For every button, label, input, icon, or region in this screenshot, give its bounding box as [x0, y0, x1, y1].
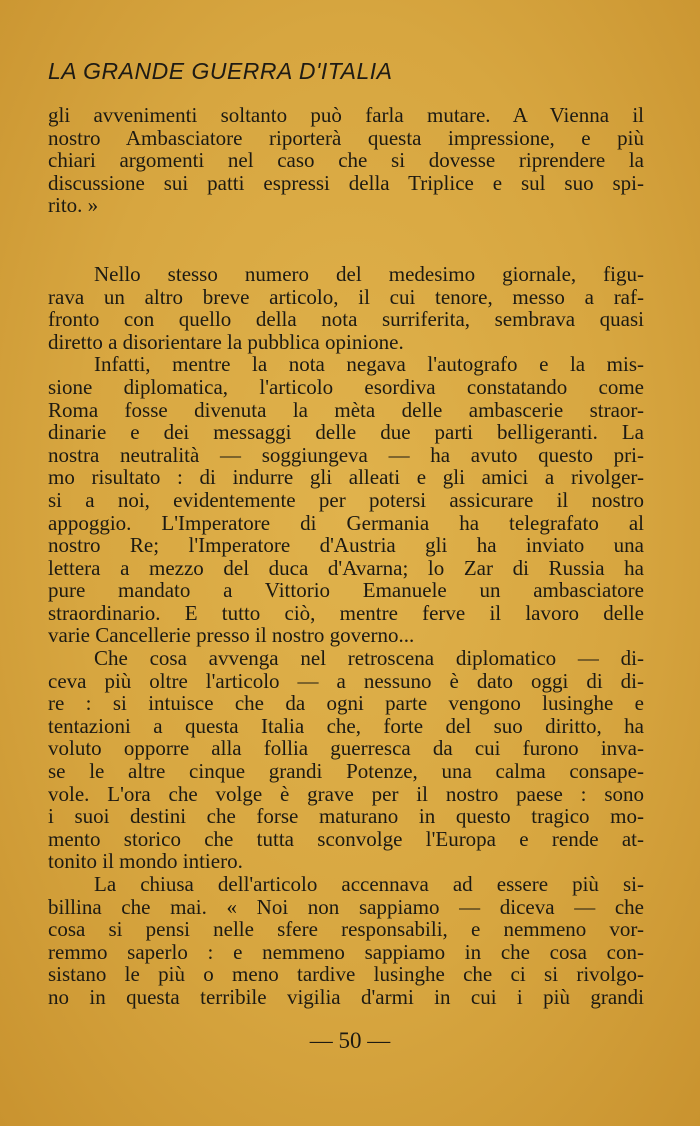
running-head: LA GRANDE GUERRA D'ITALIA	[48, 58, 393, 84]
text-line: gli avvenimenti soltanto può farla mutare. A Vienna il	[48, 103, 644, 127]
paragraph	[48, 353, 644, 647]
text-line: nostro Ambasciatore riporterà questa impressione, e più	[48, 125, 644, 150]
text-line: billina che mai. « Noi non sappiamo — diceva — che	[48, 894, 644, 919]
text-line: rava un altro breve articolo, il cui tenore, messo a raf-	[48, 284, 644, 309]
text-line: remmo saperlo : e nemmeno sappiamo in che cosa con-	[48, 939, 644, 964]
text-line: i suoi destini che forse maturano in questo tragico mo-	[48, 804, 644, 829]
paragraph	[48, 104, 644, 217]
text-line: se le altre cinque grandi Potenze, una calma consape-	[48, 759, 644, 784]
text-line: ceva più oltre l'articolo — a nessuno è dato oggi di di-	[48, 668, 644, 693]
text-line: Roma fosse divenuta la mèta delle ambascerie straor-	[48, 397, 644, 422]
text-line: sione diplomatica, l'articolo esordiva constatando come	[48, 374, 644, 399]
text-line: fronto con quello della nota surriferita, sembrava quasi	[48, 307, 644, 332]
text-line: sistano le più o meno tardive lusinghe che ci si rivolgo-	[48, 962, 644, 987]
text-line: cosa si pensi nelle sfere responsabili, e nemmeno vor-	[48, 917, 644, 942]
text-line: Infatti, mentre la nota negava l'autografo e la mis-	[94, 352, 644, 377]
text-line: tonito il mondo intiero.	[48, 849, 243, 874]
text-line: diretto a disorientare la pubblica opinione.	[48, 329, 404, 354]
text-line: chiari argomenti nel caso che si dovesse riprendere la	[48, 148, 644, 173]
text-line: discussione sui patti espressi della Triplice e sul suo spi-	[48, 170, 644, 195]
text-line: lettera a mezzo del duca d'Avarna; lo Zar di Russia ha	[48, 555, 644, 580]
text-line: mo risultato : di indurre gli alleati e gli amici a rivolger-	[48, 465, 644, 490]
paragraph-gap	[48, 217, 644, 263]
text-line: mento storico che tutta sconvolge l'Europa e rende at-	[48, 826, 644, 851]
text-line: varie Cancellerie presso il nostro governo...	[48, 623, 415, 648]
text-line: rito. »	[48, 193, 99, 218]
text-line: Che cosa avvenga nel retroscena diplomatico — di-	[94, 646, 644, 671]
text-line: La chiusa dell'articolo accennava ad essere più si-	[94, 872, 644, 896]
text-line: Nello stesso numero del medesimo giornale, figu-	[94, 261, 644, 286]
text-line: nostra neutralità — soggiungeva — ha avuto questo pri-	[48, 442, 644, 467]
text-line: appoggio. L'Imperatore di Germania ha telegrafato al	[48, 510, 644, 535]
text-line: re : si intuisce che da ogni parte vengono lusinghe e	[48, 691, 644, 716]
paragraph	[48, 647, 644, 873]
paragraph	[48, 873, 644, 1009]
text-line: vole. L'ora che volge è grave per il nostro paese : sono	[48, 781, 644, 806]
text-line: voluto opporre alla follia guerresca da cui furono inva-	[48, 736, 644, 761]
text-line: straordinario. E tutto ciò, mentre ferve il lavoro delle	[48, 600, 644, 625]
text-line: nostro Re; l'Imperatore d'Austria gli ha inviato una	[48, 533, 644, 558]
text-line: no in questa terribile vigilia d'armi in cui i più grandi	[48, 984, 644, 1009]
body-text	[48, 104, 644, 1009]
text-line: pure mandato a Vittorio Emanuele un ambasciatore	[48, 578, 644, 603]
text-line: si a noi, evidentemente per potersi assicurare il nostro	[48, 487, 644, 512]
page-number: — 50 —	[309, 1028, 391, 1053]
text-line: dinarie e dei messaggi delle due parti belligeranti. La	[48, 420, 644, 445]
text-line: tentazioni a questa Italia che, forte del suo diritto, ha	[48, 713, 644, 738]
paragraph	[48, 263, 644, 353]
